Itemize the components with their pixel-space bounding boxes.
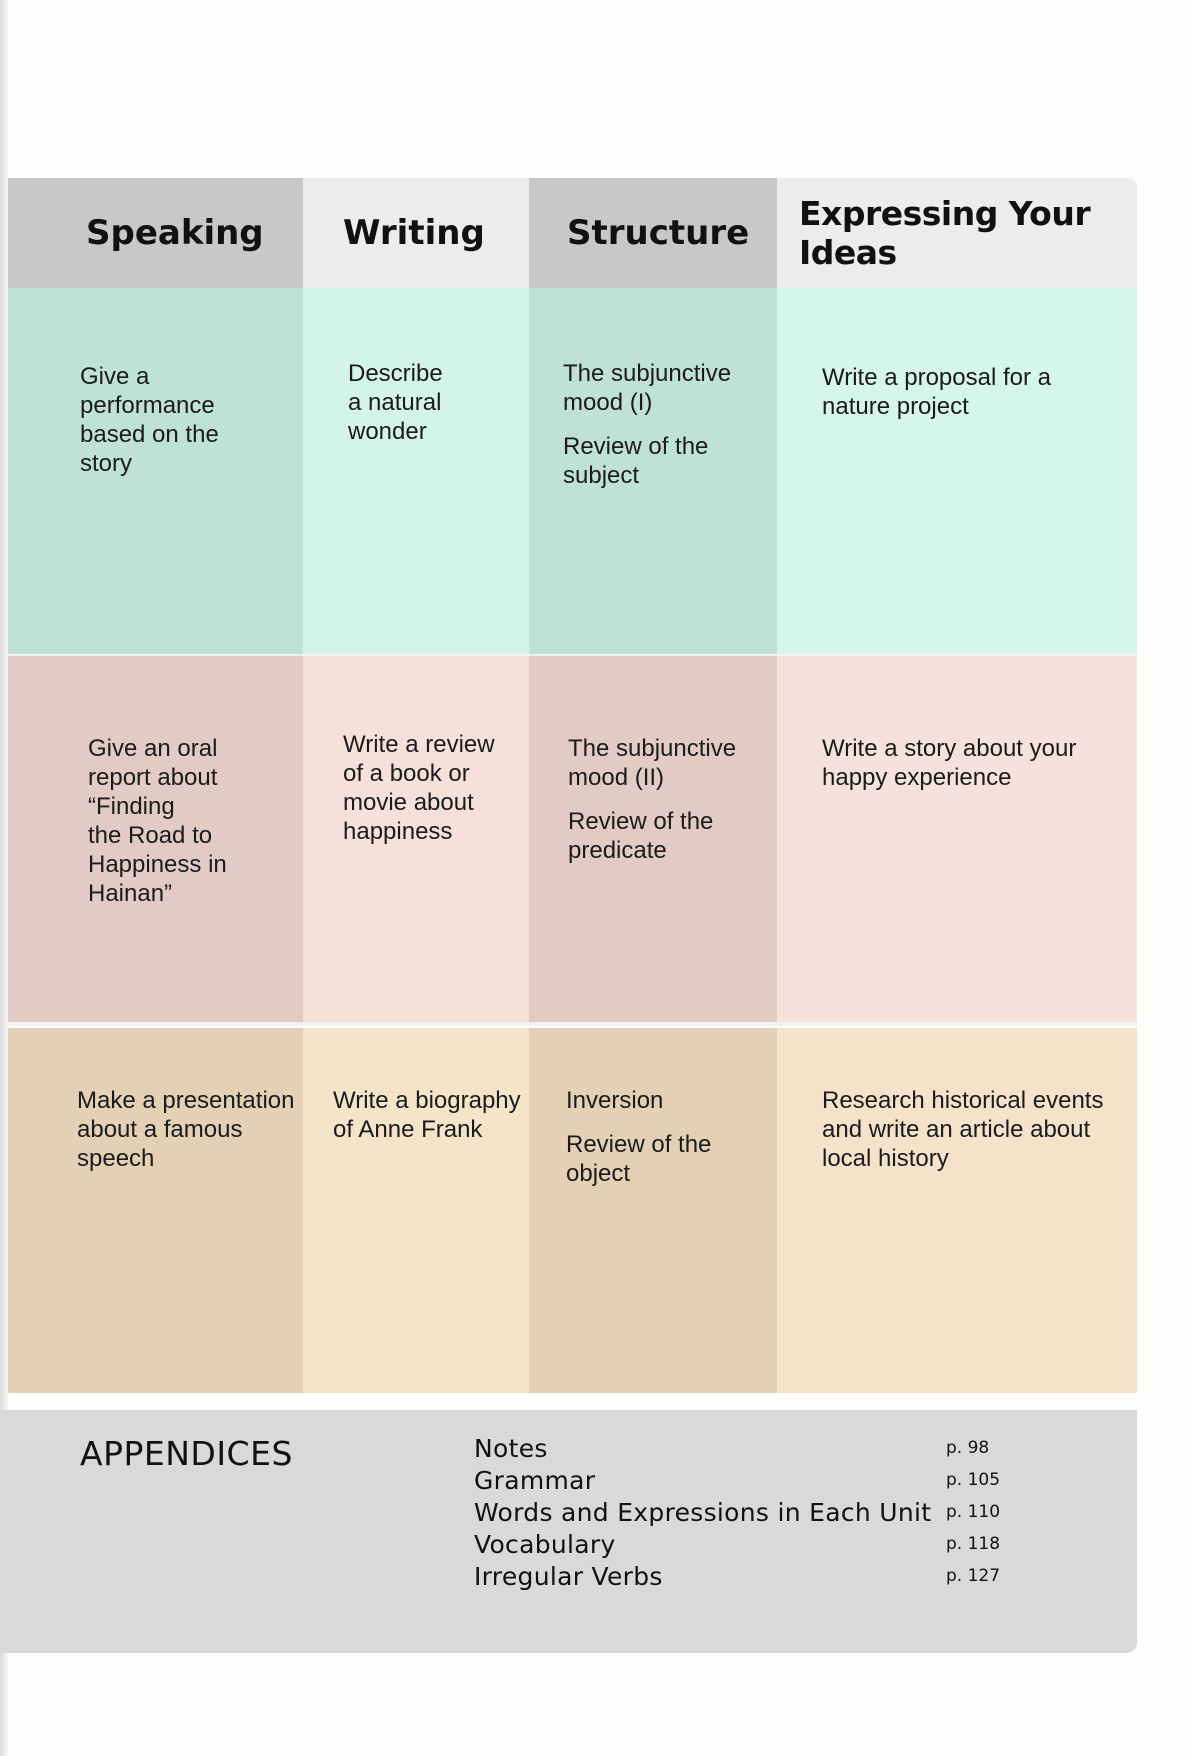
expressing-text: Write a proposal for a nature project: [822, 364, 1051, 420]
speaking-cell: [8, 1028, 303, 1393]
appendix-label: Grammar: [474, 1466, 596, 1495]
structure-cell: [529, 1028, 777, 1393]
structure-text: The subjunctive mood (I): [563, 360, 732, 416]
appendix-label: Irregular Verbs: [474, 1562, 663, 1591]
appendix-item[interactable]: [474, 1466, 1034, 1498]
appendix-page: p. 127: [946, 1566, 1001, 1586]
structure-review-text: Review of the predicate: [568, 808, 714, 864]
header-structure: Structure: [529, 178, 777, 288]
expressing-text: Write a story about your happy experience: [822, 735, 1077, 791]
appendix-page: p. 118: [946, 1534, 1001, 1554]
writing-cell: [303, 1028, 529, 1393]
structure-cell: [529, 288, 777, 654]
appendix-page: p. 105: [946, 1470, 1001, 1490]
header-writing: Writing: [303, 178, 529, 288]
appendices-panel: [0, 1410, 1137, 1653]
expressing-cell: [777, 1028, 1137, 1393]
structure-text: Inversion: [566, 1087, 664, 1114]
structure-review-text: Review of the object: [566, 1131, 712, 1187]
appendix-page: p. 110: [946, 1502, 1001, 1522]
appendix-label: Words and Expressions in Each Unit: [474, 1498, 932, 1527]
unit-row-1: [8, 288, 1137, 654]
writing-cell: [303, 288, 529, 654]
unit-row-3: [8, 1028, 1137, 1393]
appendix-page: p. 98: [946, 1438, 990, 1458]
speaking-cell: [8, 288, 303, 654]
header-speaking: Speaking: [8, 178, 303, 288]
expressing-cell: [777, 656, 1137, 1022]
structure-cell: [529, 656, 777, 1022]
speaking-text: Make a presentation about a famous speech: [77, 1087, 295, 1172]
unit-row-2: [8, 656, 1137, 1022]
writing-text: Describe a natural wonder: [348, 360, 443, 445]
appendix-item[interactable]: [474, 1562, 1034, 1594]
appendix-label: Vocabulary: [474, 1530, 616, 1559]
structure-text: The subjunctive mood (II): [568, 735, 737, 791]
appendix-item[interactable]: [474, 1498, 1034, 1530]
writing-text: Write a biography of Anne Frank: [333, 1087, 521, 1143]
expressing-text: Research historical events and write an article about local history: [822, 1087, 1104, 1172]
speaking-text: Give an oral report about “Finding the Road to Happiness in Hainan”: [88, 735, 227, 907]
row-divider: [8, 1022, 1137, 1026]
writing-text: Write a review of a book or movie about happiness: [343, 731, 495, 845]
appendix-label: Notes: [474, 1434, 548, 1463]
header-expressing-your-ideas: Expressing Your Ideas: [777, 178, 1137, 288]
speaking-cell: [8, 656, 303, 1022]
writing-cell: [303, 656, 529, 1022]
header-row: [8, 178, 1137, 288]
appendices-list: [474, 1434, 1034, 1594]
appendix-item[interactable]: [474, 1530, 1034, 1562]
appendix-item[interactable]: [474, 1434, 1034, 1466]
appendices-title: APPENDICES: [80, 1434, 293, 1473]
speaking-text: Give a performance based on the story: [80, 363, 219, 477]
structure-review-text: Review of the subject: [563, 433, 709, 489]
expressing-cell: [777, 288, 1137, 654]
